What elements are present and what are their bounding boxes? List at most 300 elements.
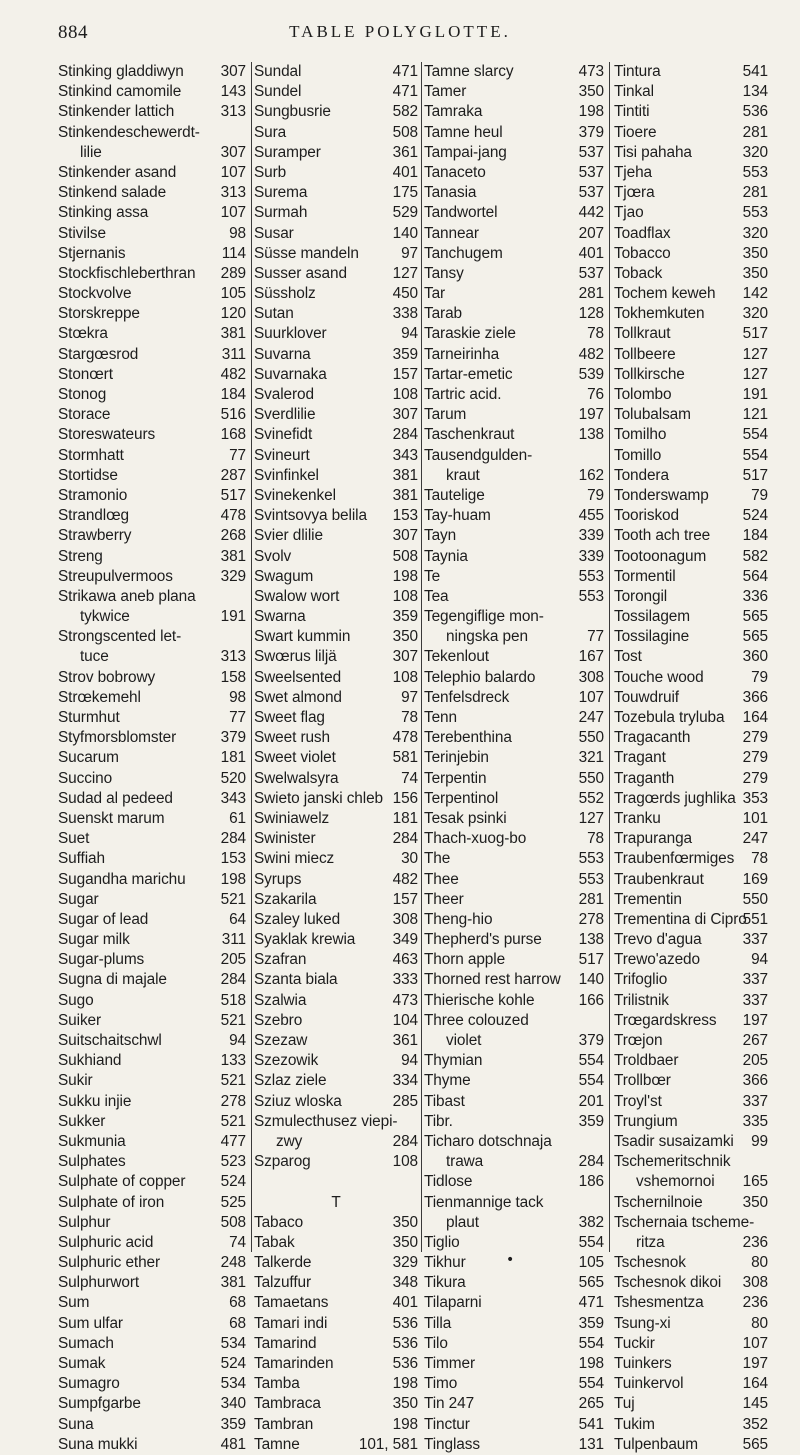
entry-term: Susar xyxy=(254,224,294,242)
entry-page-ref: 524 xyxy=(220,1173,246,1191)
entry-term: Sweet violet xyxy=(254,749,336,767)
entry-term: Tamer xyxy=(424,83,467,101)
entry-term: Tinctur xyxy=(424,1415,470,1433)
index-entry xyxy=(614,708,768,728)
entry-page-ref: 279 xyxy=(742,769,768,787)
entry-page-ref: 184 xyxy=(220,386,246,403)
entry-term: Sudad al pedeed xyxy=(58,789,173,807)
entry-page-ref: 471 xyxy=(578,1294,604,1312)
index-entry xyxy=(58,62,246,82)
index-entry xyxy=(58,1394,246,1414)
entry-term: Tsung-xi xyxy=(614,1314,671,1332)
entry-term: lilie xyxy=(80,143,102,161)
entry-term: Thepherd's purse xyxy=(424,931,542,949)
entry-term: Tollkirsche xyxy=(614,365,685,383)
entry-term: Tooth ach tree xyxy=(614,527,711,545)
entry-page-ref: 308 xyxy=(742,1274,768,1292)
index-entry xyxy=(58,1172,246,1192)
index-entry xyxy=(254,1273,418,1293)
entry-page-ref: 350 xyxy=(742,264,768,282)
index-entry xyxy=(614,385,768,405)
entry-page-ref: 582 xyxy=(392,103,418,121)
entry-term: Sugar xyxy=(58,890,99,908)
entry-page-ref: 169 xyxy=(742,870,768,888)
entry-page-ref: 339 xyxy=(578,527,604,545)
entry-term: Surb xyxy=(254,163,287,181)
entry-page-ref: 278 xyxy=(578,910,604,928)
entry-term: Stramonio xyxy=(58,486,128,504)
entry-page-ref: 553 xyxy=(742,204,768,222)
entry-term: Thierische kohle xyxy=(424,991,535,1009)
entry-term: Swart kummin xyxy=(254,628,351,646)
index-entry xyxy=(424,62,604,82)
entry-term: Tesak psinki xyxy=(424,809,507,827)
entry-term: Trungium xyxy=(614,1112,678,1130)
entry-page-ref: 114 xyxy=(221,244,246,262)
index-entry xyxy=(424,425,604,445)
index-entry xyxy=(254,870,418,890)
index-entry xyxy=(424,526,604,546)
entry-term: Szezowik xyxy=(254,1052,319,1070)
index-entry xyxy=(254,486,418,506)
index-entry xyxy=(614,1354,768,1374)
index-entry xyxy=(614,486,768,506)
entry-term: Susser asand xyxy=(254,264,347,282)
index-entry xyxy=(424,203,604,223)
entry-page-ref: 554 xyxy=(578,1052,604,1070)
entry-term: Stjernanis xyxy=(58,244,126,262)
entry-term: Sukhiand xyxy=(58,1052,122,1070)
entry-page-ref: 166 xyxy=(578,991,604,1009)
index-entry xyxy=(58,991,246,1011)
index-entry xyxy=(254,1293,418,1313)
entry-term: Strœkemehl xyxy=(58,688,141,706)
entry-term: Tobacco xyxy=(614,244,671,262)
entry-page-ref: 463 xyxy=(392,951,418,969)
index-entry xyxy=(424,304,604,324)
entry-page-ref: 581 xyxy=(392,749,418,767)
entry-term: Sugandha marichu xyxy=(58,870,186,888)
entry-page-ref: 153 xyxy=(220,850,246,868)
entry-page-ref: 284 xyxy=(392,426,418,444)
entry-term: Sulphates xyxy=(58,1153,126,1171)
entry-term: Trapuranga xyxy=(614,830,692,848)
entry-term: ritza xyxy=(636,1233,665,1251)
entry-term: Tamraka xyxy=(424,103,483,121)
entry-page-ref: 534 xyxy=(220,1334,246,1352)
entry-page-ref: 524 xyxy=(742,507,768,525)
entry-page-ref: 97 xyxy=(401,244,418,262)
index-entry xyxy=(254,829,418,849)
index-entry xyxy=(254,405,418,425)
entry-page-ref: 94 xyxy=(401,1052,418,1070)
index-entry xyxy=(254,728,418,748)
entry-term: Trevo d'agua xyxy=(614,931,702,949)
entry-page-ref: 473 xyxy=(578,63,604,80)
entry-page-ref: 101, 581 xyxy=(358,1435,418,1453)
entry-term: Svinfinkel xyxy=(254,466,319,484)
index-entry xyxy=(614,466,768,486)
entry-term: Suenskt marum xyxy=(58,809,165,827)
entry-term: Tenn xyxy=(424,709,457,726)
index-entry xyxy=(58,324,246,344)
entry-page-ref: 311 xyxy=(221,345,246,363)
entry-page-ref: 284 xyxy=(220,830,246,848)
entry-term: Thyme xyxy=(424,1072,471,1090)
entry-page-ref: 236 xyxy=(742,1233,768,1251)
entry-term: Tranku xyxy=(614,809,661,827)
entry-page-ref: 337 xyxy=(742,971,768,989)
entry-page-ref: 554 xyxy=(742,446,768,464)
index-entry xyxy=(424,950,604,970)
index-entry xyxy=(254,1354,418,1374)
entry-page-ref: 108 xyxy=(392,386,418,403)
index-entry xyxy=(614,183,768,203)
entry-page-ref: 350 xyxy=(392,1213,418,1231)
index-entry xyxy=(58,143,246,163)
index-entry xyxy=(58,587,246,607)
entry-page-ref: 349 xyxy=(392,931,418,949)
column-rule xyxy=(421,62,422,1252)
entry-page-ref: 313 xyxy=(220,103,246,121)
entry-term: Suffiah xyxy=(58,850,105,868)
index-entry xyxy=(424,324,604,344)
index-entry xyxy=(424,627,604,647)
entry-page-ref: 281 xyxy=(742,123,768,141)
entry-term: Terinjebin xyxy=(424,749,489,767)
entry-term: Sumagro xyxy=(58,1375,120,1393)
index-entry xyxy=(424,1092,604,1112)
entry-term: Tarneirinha xyxy=(424,345,500,363)
entry-page-ref: 107 xyxy=(742,1334,768,1352)
entry-term: Tambran xyxy=(254,1415,314,1433)
entry-term: Stinking gladdiwyn xyxy=(58,63,184,80)
entry-page-ref: 307 xyxy=(220,63,246,80)
entry-term: Sundal xyxy=(254,63,302,80)
entry-term: Tschesnok xyxy=(614,1254,686,1272)
entry-page-ref: 175 xyxy=(392,184,418,202)
entry-page-ref: 353 xyxy=(742,789,768,807)
entry-term: Te xyxy=(424,567,441,585)
entry-term: Tintiti xyxy=(614,103,650,121)
entry-page-ref: 198 xyxy=(392,1415,418,1433)
index-entry xyxy=(614,324,768,344)
entry-page-ref: 98 xyxy=(229,224,246,242)
entry-page-ref: 554 xyxy=(578,1233,604,1251)
index-entry xyxy=(614,526,768,546)
entry-page-ref: 287 xyxy=(220,466,246,484)
entry-page-ref: 205 xyxy=(742,1052,768,1070)
entry-term: Tamarinden xyxy=(254,1355,334,1372)
index-entry xyxy=(58,163,246,183)
entry-term: Szafran xyxy=(254,951,307,969)
entry-term: Trollbœr xyxy=(614,1072,671,1090)
entry-page-ref: 537 xyxy=(578,264,604,282)
entry-page-ref: 247 xyxy=(578,709,604,726)
index-entry xyxy=(424,1051,604,1071)
index-entry xyxy=(254,244,418,264)
entry-page-ref: 333 xyxy=(392,971,418,989)
index-entry xyxy=(424,1233,604,1253)
entry-term: Tuj xyxy=(614,1395,635,1413)
index-entry xyxy=(424,970,604,990)
index-entry xyxy=(254,849,418,869)
entry-page-ref: 477 xyxy=(220,1132,246,1150)
index-entry xyxy=(58,446,246,466)
index-entry xyxy=(254,123,418,143)
entry-term: Thach-xuog-bo xyxy=(424,830,527,848)
entry-term: Sura xyxy=(254,123,287,141)
entry-page-ref: 517 xyxy=(578,951,604,969)
entry-page-ref: 329 xyxy=(220,567,246,585)
index-entry xyxy=(614,910,768,930)
entry-term: Toback xyxy=(614,264,663,282)
index-entry xyxy=(424,1112,604,1132)
index-entry xyxy=(254,163,418,183)
entry-page-ref: 565 xyxy=(578,1274,604,1292)
entry-page-ref: 153 xyxy=(392,507,418,525)
entry-page-ref: 381 xyxy=(392,466,418,484)
entry-page-ref: 478 xyxy=(392,729,418,747)
entry-term: Sum ulfar xyxy=(58,1314,123,1332)
entry-page-ref: 186 xyxy=(578,1173,604,1191)
index-entry xyxy=(58,748,246,768)
entry-page-ref: 157 xyxy=(392,890,418,908)
index-entry xyxy=(614,1374,768,1394)
entry-page-ref: 156 xyxy=(392,789,418,807)
entry-term: Tambraca xyxy=(254,1395,321,1413)
entry-page-ref: 381 xyxy=(220,325,246,343)
index-entry xyxy=(424,224,604,244)
index-entry xyxy=(254,1314,418,1334)
index-entry xyxy=(58,910,246,930)
index-entry xyxy=(614,829,768,849)
entry-term: Sulphuric ether xyxy=(58,1254,161,1272)
entry-term: Svinekenkel xyxy=(254,486,336,504)
entry-page-ref: 78 xyxy=(587,325,604,343)
entry-term: Tabaco xyxy=(254,1213,304,1231)
index-entry xyxy=(254,587,418,607)
entry-page-ref: 552 xyxy=(578,789,604,807)
entry-page-ref: 359 xyxy=(578,1314,604,1332)
entry-page-ref: 553 xyxy=(742,163,768,181)
entry-term: Stœkra xyxy=(58,325,108,343)
entry-term: Tamne xyxy=(254,1435,300,1453)
entry-term: Terpentin xyxy=(424,769,487,787)
entry-term: Svintsovya belila xyxy=(254,507,367,525)
index-entry xyxy=(614,991,768,1011)
entry-term: Tartric acid. xyxy=(424,386,502,403)
entry-term: Talzuffur xyxy=(254,1274,311,1292)
entry-page-ref: 471 xyxy=(392,83,418,101)
entry-term: Sulphurwort xyxy=(58,1274,140,1292)
entry-term: Troyl'st xyxy=(614,1092,662,1110)
index-entry xyxy=(254,1435,418,1455)
index-entry xyxy=(254,688,418,708)
index-entry xyxy=(614,506,768,526)
index-entry xyxy=(254,1233,418,1253)
entry-page-ref: 107 xyxy=(220,204,246,222)
entry-term: Sulphur xyxy=(58,1213,111,1231)
entry-term: Traubenkraut xyxy=(614,870,704,888)
entry-page-ref: 553 xyxy=(578,870,604,888)
entry-page-ref: 181 xyxy=(220,749,246,767)
entry-page-ref: 379 xyxy=(578,1032,604,1049)
index-entry xyxy=(614,627,768,647)
entry-page-ref: 198 xyxy=(392,567,418,585)
entry-page-ref: 121 xyxy=(742,406,768,424)
entry-term: Surmah xyxy=(254,204,308,222)
entry-page-ref: 284 xyxy=(392,1132,418,1150)
entry-term: Stinkendeschewerdt- xyxy=(58,123,200,141)
entry-page-ref: 320 xyxy=(742,224,768,242)
index-entry xyxy=(614,304,768,324)
entry-page-ref: 108 xyxy=(392,1153,418,1171)
entry-term: Sugna di majale xyxy=(58,971,167,989)
entry-page-ref: 337 xyxy=(742,1092,768,1110)
index-entry xyxy=(424,809,604,829)
entry-page-ref: 379 xyxy=(220,729,246,747)
entry-term: Talkerde xyxy=(254,1254,312,1272)
entry-page-ref: 553 xyxy=(578,567,604,585)
entry-page-ref: 101 xyxy=(742,809,768,827)
index-entry xyxy=(254,1394,418,1414)
index-entry xyxy=(254,1011,418,1031)
entry-page-ref: 164 xyxy=(742,1375,768,1393)
index-entry xyxy=(614,1132,768,1152)
entry-term: Swini miecz xyxy=(254,850,335,868)
entry-term: Syaklak krewia xyxy=(254,931,356,949)
entry-term: Toadflax xyxy=(614,224,671,242)
entry-page-ref: 508 xyxy=(220,1213,246,1231)
entry-page-ref: 521 xyxy=(220,890,246,908)
entry-term: Tioere xyxy=(614,123,657,141)
entry-term: Tilo xyxy=(424,1334,448,1352)
entry-page-ref: 191 xyxy=(742,386,768,403)
entry-page-ref: 78 xyxy=(587,830,604,848)
entry-page-ref: 77 xyxy=(587,628,604,646)
entry-page-ref: 336 xyxy=(742,587,768,605)
entry-page-ref: 521 xyxy=(220,1072,246,1090)
index-entry xyxy=(424,769,604,789)
index-column-3 xyxy=(424,62,604,1453)
entry-term: Sumak xyxy=(58,1355,106,1372)
entry-page-ref: 381 xyxy=(220,1274,246,1292)
entry-page-ref: 517 xyxy=(220,486,246,504)
index-entry xyxy=(424,789,604,809)
entry-page-ref: 133 xyxy=(220,1052,246,1070)
entry-page-ref: 138 xyxy=(578,931,604,949)
entry-term: Trementin xyxy=(614,890,682,908)
entry-page-ref: 108 xyxy=(392,587,418,605)
entry-term: Tomilho xyxy=(614,426,667,444)
entry-page-ref: 521 xyxy=(220,1112,246,1130)
index-entry xyxy=(254,607,418,627)
entry-term: Tintura xyxy=(614,63,661,80)
entry-page-ref: 541 xyxy=(742,63,768,80)
index-entry xyxy=(424,1152,604,1172)
entry-term: zwy xyxy=(276,1132,303,1150)
entry-term: Swieto janski chleb xyxy=(254,789,383,807)
entry-term: Sukir xyxy=(58,1072,93,1090)
index-entry xyxy=(254,1132,418,1152)
entry-term: Trœgardskress xyxy=(614,1011,717,1029)
entry-term: Tautelige xyxy=(424,486,485,504)
index-entry xyxy=(58,1314,246,1334)
index-entry xyxy=(58,769,246,789)
entry-term: Tulpenbaum xyxy=(614,1435,698,1453)
entry-term: Svinefidt xyxy=(254,426,313,444)
entry-term: Traganth xyxy=(614,769,675,787)
entry-page-ref: 366 xyxy=(742,688,768,706)
index-entry xyxy=(254,1374,418,1394)
index-entry xyxy=(614,789,768,809)
index-entry xyxy=(58,829,246,849)
entry-term: Tay-huam xyxy=(424,507,491,525)
index-entry xyxy=(614,1172,768,1192)
index-entry xyxy=(58,365,246,385)
index-entry xyxy=(254,1172,418,1192)
index-columns xyxy=(58,62,768,1453)
entry-term: Torongil xyxy=(614,587,668,605)
entry-page-ref: 281 xyxy=(742,184,768,202)
index-entry xyxy=(58,950,246,970)
entry-page-ref: 554 xyxy=(578,1375,604,1393)
entry-page-ref: 107 xyxy=(578,688,604,706)
index-entry xyxy=(58,1253,246,1273)
index-entry xyxy=(614,890,768,910)
entry-page-ref: 78 xyxy=(401,709,418,726)
entry-page-ref: 382 xyxy=(578,1213,604,1231)
entry-term: trawa xyxy=(446,1153,484,1171)
index-entry xyxy=(424,82,604,102)
entry-term: Tootoonagum xyxy=(614,547,707,565)
index-entry xyxy=(254,950,418,970)
entry-term: Stockvolve xyxy=(58,285,132,303)
index-entry xyxy=(614,567,768,587)
entry-term: Tost xyxy=(614,648,642,666)
index-entry xyxy=(424,1031,604,1051)
entry-page-ref: 520 xyxy=(220,769,246,787)
index-entry xyxy=(58,1435,246,1455)
entry-term: Tragœrds jughlika xyxy=(614,789,736,807)
entry-page-ref: 517 xyxy=(742,466,768,484)
entry-page-ref: 360 xyxy=(742,648,768,666)
index-entry xyxy=(424,1213,604,1233)
entry-term: Sweet flag xyxy=(254,709,325,726)
index-entry xyxy=(58,1354,246,1374)
entry-page-ref: 247 xyxy=(742,830,768,848)
index-entry xyxy=(254,1334,418,1354)
entry-page-ref: 379 xyxy=(578,123,604,141)
index-entry xyxy=(254,304,418,324)
entry-term: Tuinkervol xyxy=(614,1375,684,1393)
index-entry xyxy=(58,1051,246,1071)
index-entry xyxy=(424,748,604,768)
index-entry xyxy=(254,284,418,304)
entry-page-ref: 307 xyxy=(392,406,418,424)
entry-term: Tamba xyxy=(254,1375,300,1393)
entry-page-ref: 313 xyxy=(220,184,246,202)
index-entry xyxy=(614,547,768,567)
entry-page-ref: 105 xyxy=(578,1254,604,1272)
entry-term: Tibast xyxy=(424,1092,465,1110)
entry-page-ref: 79 xyxy=(587,486,604,504)
index-entry xyxy=(424,1193,604,1213)
entry-page-ref: 104 xyxy=(392,1011,418,1029)
entry-page-ref: 329 xyxy=(392,1254,418,1272)
index-entry xyxy=(614,1152,768,1172)
